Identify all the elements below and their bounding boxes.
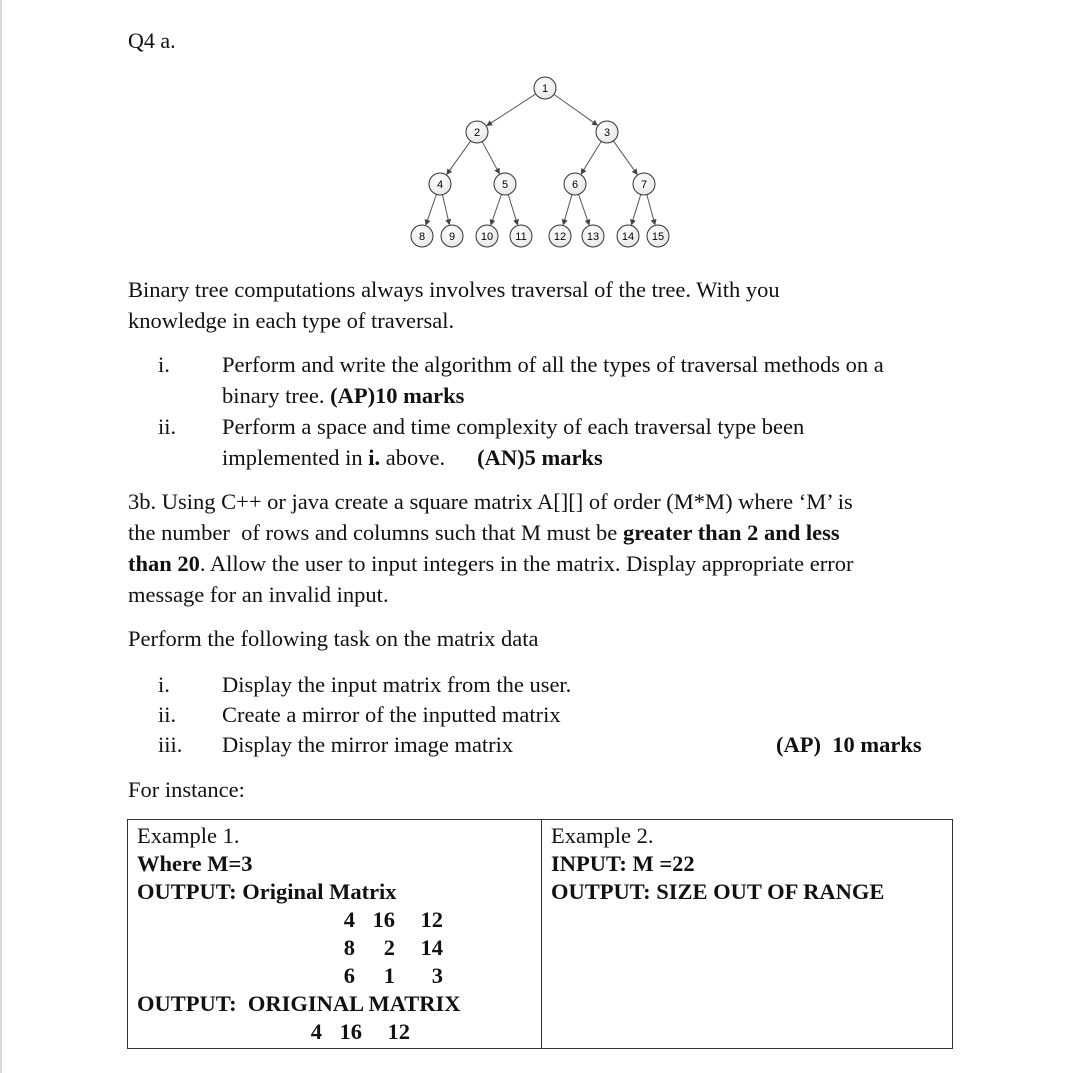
- matrix-row: [300, 1018, 532, 1046]
- svg-text:9: 9: [448, 231, 456, 243]
- matrix-cell: 16: [372, 907, 395, 932]
- matrix-cell: 4: [310, 1019, 322, 1044]
- part-a-intro: [128, 274, 780, 336]
- part-b-line-4: message for an invalid input.: [128, 582, 389, 607]
- task-text: Create a mirror of the inputted matrix: [222, 702, 561, 727]
- marks-label: (AP)10 marks: [330, 383, 465, 408]
- example-output-label: OUTPUT: Original Matrix: [137, 879, 397, 904]
- example-1-cell: [128, 820, 542, 1049]
- tree-edge: [447, 141, 471, 174]
- svg-text:7: 7: [640, 179, 648, 191]
- intro-line-1: Binary tree computations always involves traversal of the tree. With you: [128, 277, 780, 302]
- task-intro: Perform the following task on the matrix data: [128, 626, 539, 651]
- matrix-cell: 12: [420, 907, 443, 932]
- matrix-cell: 1: [383, 963, 395, 988]
- item-text-line-1: Perform a space and time complexity of each traversal type been: [222, 414, 805, 439]
- intro-line-2: knowledge in each type of traversal.: [128, 308, 455, 333]
- matrix-cell: 14: [420, 935, 443, 960]
- tree-node-1: [534, 77, 556, 99]
- question-title: Q4 a.: [128, 28, 176, 53]
- tree-node-10: [476, 225, 498, 247]
- tree-node-6: [564, 173, 586, 195]
- part-b-line-2: the number of rows and columns such that M must be greater than 2 and less: [128, 520, 840, 545]
- tree-node-13: [582, 225, 604, 247]
- for-instance-label: For instance:: [128, 777, 245, 802]
- matrix-cell: 6: [343, 963, 355, 988]
- svg-text:15: 15: [651, 231, 665, 243]
- part-b-description: [128, 486, 948, 610]
- tree-edge: [487, 94, 536, 126]
- part-b-line-1: 3b. Using C++ or java create a square matrix A[][] of order (M*M) where ‘M’ is: [128, 489, 853, 514]
- item-text-line-1: Perform and write the algorithm of all the types of traversal methods on a: [222, 352, 884, 377]
- matrix-row: [300, 1018, 532, 1046]
- part-a-item-2: [0, 411, 1080, 473]
- tree-edge: [581, 141, 601, 173]
- original-matrix: [333, 906, 532, 990]
- binary-tree-diagram: [400, 70, 690, 260]
- marks-label: (AN)5 marks: [477, 445, 603, 470]
- example-title: Example 2.: [551, 823, 654, 848]
- example-title: Example 1.: [137, 823, 240, 848]
- part-b-line-3: than 20. Allow the user to input integers in the matrix. Display appropriate error: [128, 551, 854, 576]
- tree-node-15: [647, 225, 669, 247]
- tree-edge: [554, 94, 597, 125]
- tree-node-14: [617, 225, 639, 247]
- svg-text:5: 5: [501, 179, 509, 191]
- matrix-cell: 16: [339, 1019, 362, 1044]
- tree-node-2: [466, 121, 488, 143]
- marks-label: (AP) 10 marks: [776, 732, 922, 757]
- svg-text:13: 13: [586, 231, 600, 243]
- svg-text:6: 6: [571, 179, 579, 191]
- tree-node-8: [411, 225, 433, 247]
- tree-edge: [563, 195, 572, 225]
- svg-text:12: 12: [553, 231, 567, 243]
- svg-text:1: 1: [541, 83, 549, 95]
- matrix-cell: 4: [343, 907, 355, 932]
- tree-node-7: [633, 173, 655, 195]
- tree-edge: [613, 141, 637, 174]
- svg-text:4: 4: [436, 179, 444, 191]
- task-item-2: [0, 699, 1080, 730]
- task-number: i.: [158, 672, 170, 697]
- task-number: iii.: [158, 732, 183, 757]
- tree-edge: [442, 195, 449, 225]
- example-input: INPUT: M =22: [551, 851, 695, 876]
- tree-edge: [491, 194, 501, 224]
- tree-node-5: [494, 173, 516, 195]
- task-text: Display the input matrix from the user.: [222, 672, 572, 697]
- example-output-label-2: OUTPUT: ORIGINAL MATRIX: [137, 991, 461, 1016]
- matrix-row: [333, 962, 532, 990]
- matrix-row: [333, 906, 532, 934]
- svg-text:2: 2: [473, 127, 481, 139]
- examples-table: [127, 819, 953, 1049]
- example-2-cell: [542, 820, 953, 1049]
- example-output: OUTPUT: SIZE OUT OF RANGE: [551, 879, 885, 904]
- example-where: Where M=3: [137, 851, 253, 876]
- matrix-cell: 8: [343, 935, 355, 960]
- tree-node-9: [441, 225, 463, 247]
- matrix-cell: 3: [431, 963, 443, 988]
- page-edge: [0, 0, 2, 1073]
- tree-node-11: [510, 225, 532, 247]
- item-number: i.: [158, 352, 170, 377]
- svg-text:14: 14: [621, 231, 635, 243]
- task-item-3: [0, 729, 1080, 760]
- svg-text:3: 3: [603, 127, 611, 139]
- tree-edge: [579, 194, 589, 224]
- tree-edge: [632, 195, 641, 225]
- tree-node-4: [429, 173, 451, 195]
- item-text-line-2: binary tree. (AP)10 marks: [222, 383, 465, 408]
- svg-text:11: 11: [515, 231, 527, 243]
- tree-edge: [647, 195, 655, 225]
- tree-node-3: [596, 121, 618, 143]
- task-item-1: [0, 669, 1080, 700]
- task-text: Display the mirror image matrix: [222, 732, 514, 757]
- matrix-cell: 12: [387, 1019, 410, 1044]
- tree-edge: [508, 195, 517, 225]
- tree-edge: [482, 142, 499, 174]
- matrix-cell: 2: [383, 935, 395, 960]
- part-a-item-1: [0, 349, 1080, 411]
- matrix-row: [333, 934, 532, 962]
- svg-text:10: 10: [480, 231, 494, 243]
- tree-edge: [426, 194, 436, 224]
- svg-text:8: 8: [418, 231, 426, 243]
- task-number: ii.: [158, 702, 177, 727]
- item-text-line-2: implemented in i. above. (AN)5 marks: [222, 445, 603, 470]
- item-number: ii.: [158, 414, 177, 439]
- tree-node-12: [549, 225, 571, 247]
